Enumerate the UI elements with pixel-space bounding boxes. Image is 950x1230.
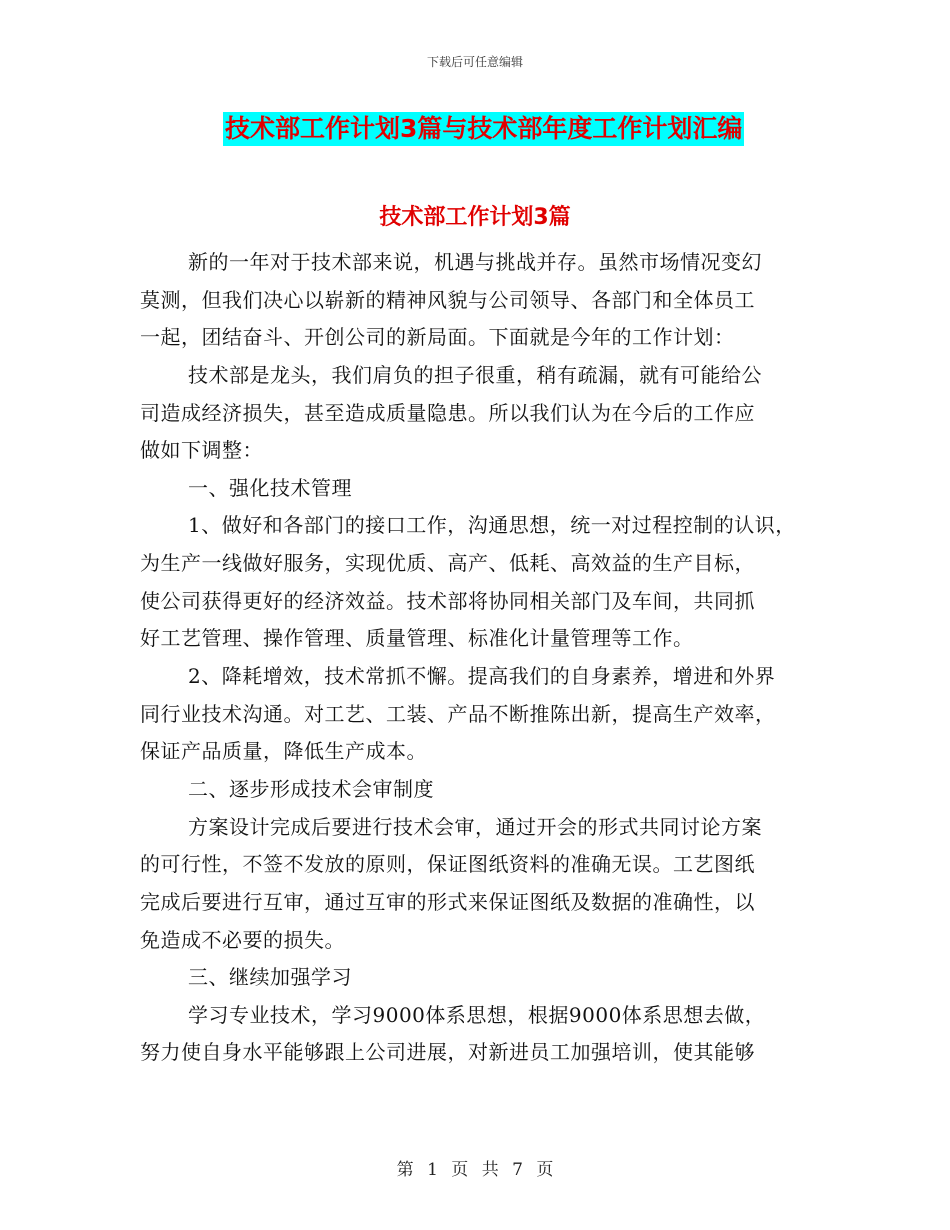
text-line: 二、逐步形成技术会审制度: [188, 776, 434, 801]
text-line: 司造成经济损失，甚至造成质量隐患。所以我们认为在今后的工作应: [140, 400, 755, 425]
text-line: 一起，团结奋斗、开创公司的新局面。下面就是今年的工作计划：: [140, 325, 735, 350]
document-body: [140, 244, 820, 1072]
text-line: 保证产品质量，降低生产成本。: [140, 739, 427, 764]
text-line: 免造成不必要的损失。: [140, 927, 345, 952]
text-line: 完成后要进行互审，通过互审的形式来保证图纸及数据的准确性，以: [140, 889, 755, 914]
header-note: 下载后可任意编辑: [426, 55, 523, 69]
text-line: 莫测，但我们决心以崭新的精神风貌与公司领导、各部门和全体员工: [140, 287, 755, 312]
text-line: 1、做好和各部门的接口工作，沟通思想，统一对过程控制的认识，: [188, 513, 796, 538]
text-line: 三、继续加强学习: [188, 965, 352, 990]
text-line: 为生产一线做好服务，实现优质、高产、低耗、高效益的生产目标，: [140, 551, 755, 576]
text-line: 新的一年对于技术部来说，机遇与挑战并存。虽然市场情况变幻: [188, 250, 762, 274]
text-line: 2、降耗增效，技术常抓不懈。提高我们的自身素养，增进和外界: [188, 664, 776, 689]
page-number: 第 1 页 共 7 页: [396, 1160, 554, 1180]
text-line: 努力使自身水平能够跟上公司进展，对新进员工加强培训，使其能够: [140, 1040, 755, 1065]
section-title: 技术部工作计划3篇: [379, 205, 571, 230]
text-line: 使公司获得更好的经济效益。技术部将协同相关部门及车间，共同抓: [140, 588, 755, 613]
text-line: 方案设计完成后要进行技术会审，通过开会的形式共同讨论方案: [188, 814, 762, 839]
text-line: 的可行性，不签不发放的原则，保证图纸资料的准确无误。工艺图纸: [140, 852, 755, 877]
text-line: 好工艺管理、操作管理、质量管理、标准化计量管理等工作。: [140, 626, 694, 651]
text-line: 做如下调整：: [140, 438, 263, 463]
text-line: 同行业技术沟通。对工艺、工装、产品不断推陈出新，提高生产效率，: [140, 701, 776, 726]
text-line: 技术部是龙头，我们肩负的担子很重，稍有疏漏，就有可能给公: [188, 362, 762, 387]
text-line: 一、强化技术管理: [188, 475, 352, 500]
document-title: 技术部工作计划3篇与技术部年度工作计划汇编: [223, 112, 744, 146]
text-line: 学习专业技术，学习9000体系思想，根据9000体系思想去做，: [188, 1002, 766, 1027]
